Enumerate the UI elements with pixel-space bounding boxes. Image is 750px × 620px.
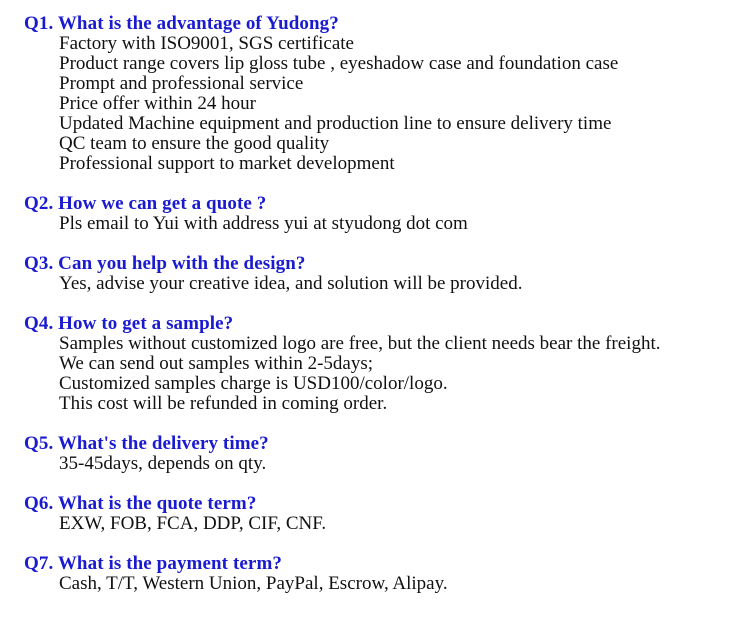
spacer	[24, 474, 744, 494]
question: Q4. How to get a sample?	[24, 313, 234, 334]
question: Q6. What is the quote term?	[24, 493, 257, 514]
answer-line: Product range covers lip gloss tube , eyeshadow case and foundation case	[59, 53, 619, 74]
spacer	[24, 234, 744, 254]
spacer	[24, 294, 744, 314]
answer-line: Prompt and professional service	[59, 73, 304, 94]
question: Q3. Can you help with the design?	[24, 253, 306, 274]
answer-line: Price offer within 24 hour	[59, 93, 256, 114]
question: Q2. How we can get a quote ?	[24, 193, 267, 214]
faq-item-q7	[24, 554, 744, 594]
faq-item-q3	[24, 254, 744, 294]
answer-line: EXW, FOB, FCA, DDP, CIF, CNF.	[59, 513, 327, 534]
answer-line: 35-45days, depends on qty.	[59, 453, 267, 474]
answer-line: This cost will be refunded in coming order.	[59, 393, 388, 414]
spacer	[24, 414, 744, 434]
faq-item-q6	[24, 494, 744, 534]
answer-line: Cash, T/T, Western Union, PayPal, Escrow, Alipay.	[59, 573, 448, 594]
answer-line: Samples without customized logo are free, but the client needs bear the freight.	[59, 333, 661, 354]
answer-line: Pls email to Yui with address yui at styudong dot com	[59, 213, 468, 234]
question: Q5. What's the delivery time?	[24, 433, 269, 454]
faq-item-q1	[24, 14, 744, 174]
answer-line: Factory with ISO9001, SGS certificate	[59, 33, 354, 54]
spacer	[24, 174, 744, 194]
faq-item-q5	[24, 434, 744, 474]
answer-line: Updated Machine equipment and production line to ensure delivery time	[59, 113, 612, 134]
answer-line: QC team to ensure the good quality	[59, 133, 330, 154]
faq-list	[24, 14, 744, 594]
answer-line: Yes, advise your creative idea, and solution will be provided.	[59, 273, 523, 294]
answer-line: We can send out samples within 2-5days;	[59, 353, 374, 374]
faq-item-q4	[24, 314, 744, 414]
question: Q7. What is the payment term?	[24, 553, 282, 574]
answer-line: Customized samples charge is USD100/color/logo.	[59, 373, 448, 394]
question: Q1. What is the advantage of Yudong?	[24, 13, 339, 34]
answer-line: Professional support to market development	[59, 153, 395, 174]
faq-item-q2	[24, 194, 744, 234]
spacer	[24, 534, 744, 554]
